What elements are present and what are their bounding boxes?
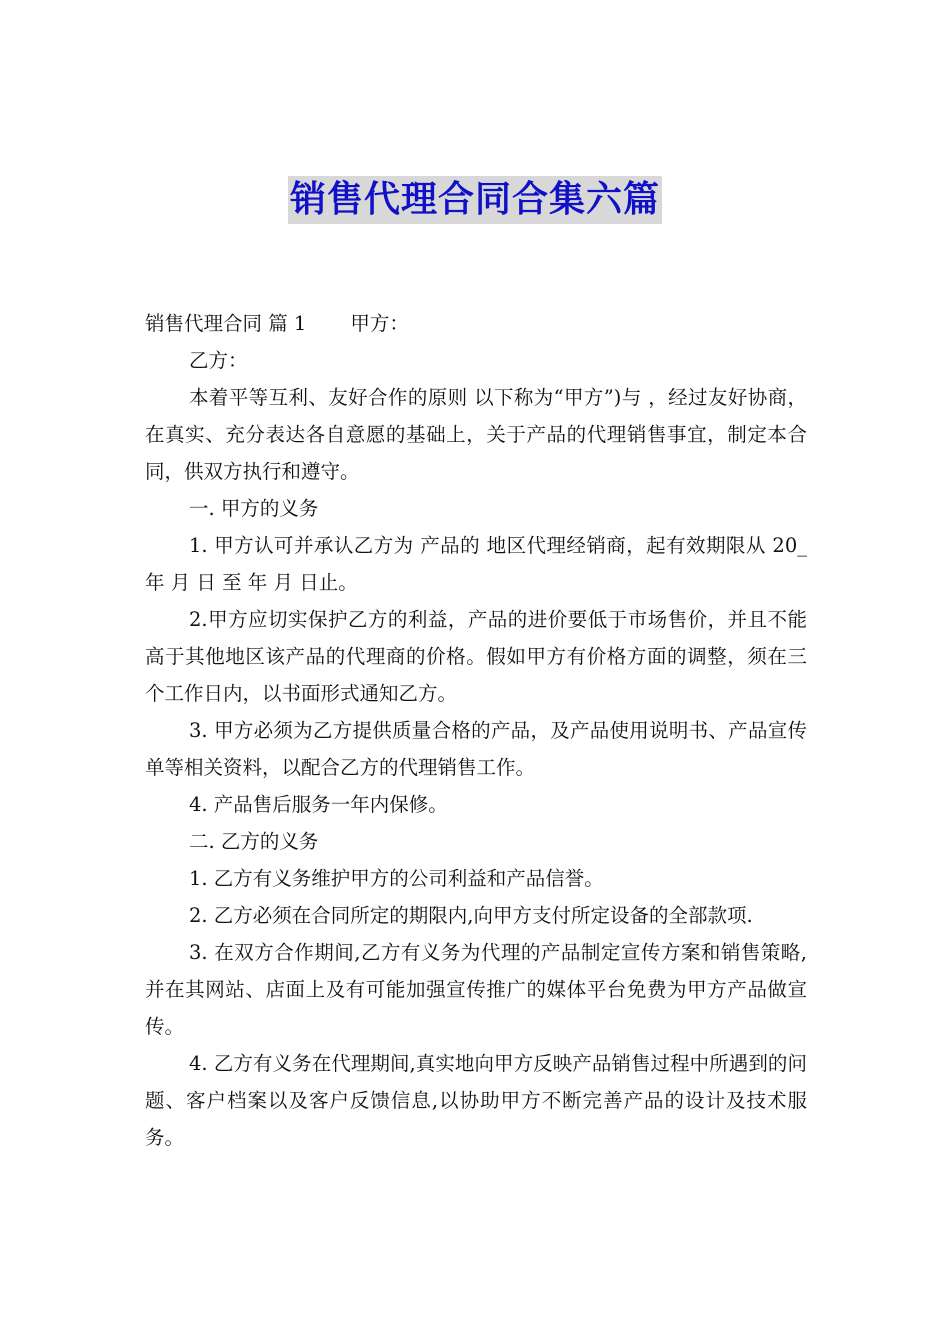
clause-b-2: 2. 乙方必须在合同所定的期限内,向甲方支付所定设备的全部款项. (189, 904, 753, 927)
preamble-paragraph: 本着平等互利、友好合作的原则 以下称为“甲方”)与 ，经过友好协商，在真实、充分表达各自意愿的基础上，关于产品的代理销售事宜，制定本合同，供双方执行和遵守。 (145, 386, 807, 483)
contract-label: 销售代理合同 篇 1 (145, 312, 307, 335)
document-title (0, 176, 950, 224)
section-heading-party-a: 一. 甲方的义务 (189, 497, 319, 520)
contract-header-line (145, 305, 807, 342)
clause-a-3: 3. 甲方必须为乙方提供质量合格的产品，及产品使用说明书、产品宣传单等相关资料，以配合乙方的代理销售工作。 (145, 719, 807, 779)
section-heading-party-b: 二. 乙方的义务 (189, 830, 319, 853)
clause-a-2: 2.甲方应切实保护乙方的利益，产品的进价要低于市场售价，并且不能高于其他地区该产品的代理商的价格。假如甲方有价格方面的调整，须在三个工作日内，以书面形式通知乙方。 (145, 608, 807, 705)
clause-a-1: 1. 甲方认可并承认乙方为 产品的 地区代理经销商，起有效期限从 20_ 年 月 日 至 年 月 日止。 (145, 534, 807, 594)
clause-b-1: 1. 乙方有义务维护甲方的公司利益和产品信誉。 (189, 867, 604, 890)
clause-b-3: 3. 在双方合作期间,乙方有义务为代理的产品制定宣传方案和销售策略,并在其网站、店面上及有可能加强宣传推广的媒体平台免费为甲方产品做宣传。 (145, 941, 807, 1038)
document-title-text: 销售代理合同合集六篇 (288, 176, 662, 224)
party-b-label: 乙方： (189, 349, 248, 372)
document-body (145, 305, 807, 1156)
party-a-label: 甲方： (350, 312, 409, 335)
clause-a-4: 4. 产品售后服务一年内保修。 (189, 793, 448, 816)
clause-b-4: 4. 乙方有义务在代理期间,真实地向甲方反映产品销售过程中所遇到的问题、客户档案以及客户反馈信息,以协助甲方不断完善产品的设计及技术服务。 (145, 1052, 807, 1149)
